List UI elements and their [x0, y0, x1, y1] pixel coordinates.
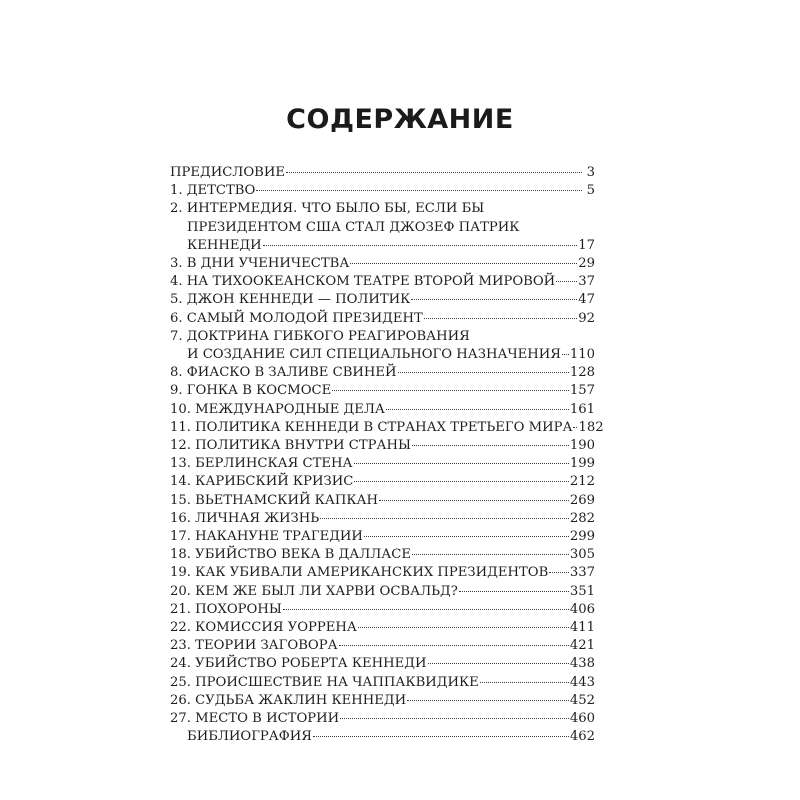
- dot-leader: [411, 299, 577, 300]
- dot-leader: [412, 554, 569, 555]
- toc-entry-title: 21. ПОХОРОНЫ: [170, 601, 282, 617]
- toc-entry-line: [170, 619, 595, 637]
- toc-entry: [170, 583, 595, 601]
- toc-entry-line: [170, 237, 595, 255]
- dot-leader: [386, 409, 569, 410]
- toc-entry-line: [170, 328, 595, 346]
- dot-leader: [459, 591, 569, 592]
- toc-entry: [170, 492, 595, 510]
- dot-leader: [354, 463, 569, 464]
- dot-leader: [428, 663, 569, 664]
- toc-entry: [170, 710, 595, 728]
- toc-entry: [170, 419, 604, 437]
- toc-entry-line: [170, 200, 595, 218]
- toc-entry-title: 4. НА ТИХООКЕАНСКОМ ТЕАТРЕ ВТОРОЙ МИРОВОЙ: [170, 274, 556, 290]
- dot-leader: [556, 281, 577, 282]
- dot-leader: [358, 627, 569, 628]
- dot-leader: [573, 427, 577, 428]
- toc-page-number: 452: [569, 692, 595, 708]
- toc-entry-line: [170, 710, 595, 728]
- dot-leader: [350, 263, 577, 264]
- toc-entry: [170, 528, 595, 546]
- dot-leader: [339, 645, 569, 646]
- dot-leader: [283, 609, 569, 610]
- toc-entry-title: 3. В ДНИ УЧЕНИЧЕСТВА: [170, 256, 350, 272]
- toc-entry: [170, 473, 595, 491]
- dot-leader: [424, 318, 577, 319]
- toc-page-number: 337: [569, 565, 595, 581]
- dot-leader: [332, 390, 569, 391]
- toc-entry-title: 5. ДЖОН КЕННЕДИ — ПОЛИТИК: [170, 292, 411, 308]
- toc-entry-title: 20. КЕМ ЖЕ БЫЛ ЛИ ХАРВИ ОСВАЛЬД?: [170, 583, 458, 599]
- toc-entry-title: 26. СУДЬБА ЖАКЛИН КЕННЕДИ: [170, 692, 407, 708]
- toc-page-number: 421: [569, 638, 595, 654]
- toc-entry-title: 1. ДЕТСТВО: [170, 183, 256, 199]
- toc-entry-line: [170, 346, 595, 364]
- toc-entry-line: [170, 692, 595, 710]
- toc-entry-line: [170, 291, 595, 309]
- toc-entry-line: [170, 601, 595, 619]
- toc-entry: [170, 437, 595, 455]
- toc-page-number: 462: [569, 729, 595, 745]
- toc-entry-line: [170, 310, 595, 328]
- toc-entry-title: 19. КАК УБИВАЛИ АМЕРИКАНСКИХ ПРЕЗИДЕНТОВ: [170, 565, 549, 581]
- toc-entry: [170, 601, 595, 619]
- toc-page-number: 92: [578, 310, 595, 326]
- toc-entry: [170, 619, 595, 637]
- toc-entry-title: 27. МЕСТО В ИСТОРИИ: [170, 711, 340, 727]
- page-title: СОДЕРЖАНИЕ: [286, 104, 514, 135]
- toc-entry-line: [170, 182, 595, 200]
- toc-entry: [170, 364, 595, 382]
- toc-page-number: 460: [569, 711, 595, 727]
- dot-leader: [379, 500, 569, 501]
- toc-page-number: 161: [569, 401, 595, 417]
- dot-leader: [256, 190, 582, 191]
- toc-entry: [170, 382, 595, 400]
- toc-page-number: 282: [569, 510, 595, 526]
- toc-page-number: 128: [569, 365, 595, 381]
- toc-entry-line: [170, 164, 595, 182]
- toc-entry: [170, 510, 595, 528]
- toc-entry-line: [170, 528, 595, 546]
- dot-leader: [562, 354, 569, 355]
- toc-entry: [170, 674, 595, 692]
- toc-entry-line: [170, 419, 604, 437]
- toc-entry-title: 18. УБИЙСТВО ВЕКА В ДАЛЛАСЕ: [170, 547, 411, 563]
- dot-leader: [398, 372, 569, 373]
- toc-entry-line: [170, 219, 595, 237]
- toc-page-number: 305: [569, 547, 595, 563]
- toc-entry-title: ПРЕЗИДЕНТОМ США СТАЛ ДЖОЗЕФ ПАТРИК: [187, 219, 520, 235]
- toc-entry-title: 9. ГОНКА В КОСМОСЕ: [170, 383, 332, 399]
- toc-page-number: 199: [569, 456, 595, 472]
- toc-page-number: 37: [578, 274, 595, 290]
- dot-leader: [480, 682, 569, 683]
- dot-leader: [263, 245, 578, 246]
- toc-entry-title: КЕННЕДИ: [187, 237, 262, 253]
- toc-page-number: 351: [569, 583, 595, 599]
- toc-entry-line: [170, 382, 595, 400]
- toc-entry-line: [170, 273, 595, 291]
- toc-entry-title: 16. ЛИЧНАЯ ЖИЗНЬ: [170, 510, 320, 526]
- toc-entry-title: 23. ТЕОРИИ ЗАГОВОРА: [170, 638, 338, 654]
- toc-page-number: 269: [569, 492, 595, 508]
- toc-entry: [170, 182, 595, 200]
- toc-entry-line: [170, 674, 595, 692]
- toc-page-number: 190: [569, 438, 595, 454]
- toc-entry-title: 12. ПОЛИТИКА ВНУТРИ СТРАНЫ: [170, 438, 411, 454]
- toc-entry-line: [170, 364, 595, 382]
- toc-entry-line: [170, 473, 595, 491]
- toc-page-number: 110: [569, 347, 595, 363]
- toc-entry: [170, 255, 595, 273]
- toc-entry: [170, 655, 595, 673]
- toc-page-number: 17: [578, 237, 595, 253]
- toc-entry-line: [170, 546, 595, 564]
- table-of-contents: [170, 164, 604, 747]
- toc-page-number: 406: [569, 601, 595, 617]
- dot-leader: [549, 572, 569, 573]
- toc-entry: [170, 200, 595, 255]
- toc-entry-title: 13. БЕРЛИНСКАЯ СТЕНА: [170, 456, 353, 472]
- dot-leader: [313, 736, 569, 737]
- toc-entry: [170, 692, 595, 710]
- toc-entry-line: [170, 255, 595, 273]
- toc-entry-title: 2. ИНТЕРМЕДИЯ. ЧТО БЫЛО БЫ, ЕСЛИ БЫ: [170, 201, 485, 217]
- toc-page-number: 3: [586, 165, 595, 180]
- dot-leader: [320, 518, 569, 519]
- toc-entry: [170, 273, 595, 291]
- dot-leader: [364, 536, 569, 537]
- toc-entry-title: 14. КАРИБСКИЙ КРИЗИС: [170, 474, 354, 490]
- toc-entry-line: [170, 655, 595, 673]
- toc-entry-title: 11. ПОЛИТИКА КЕННЕДИ В СТРАНАХ ТРЕТЬЕГО МИРА: [170, 419, 573, 435]
- toc-entry-title: И СОЗДАНИЕ СИЛ СПЕЦИАЛЬНОГО НАЗНАЧЕНИЯ: [187, 347, 561, 363]
- toc-entry-line: [170, 401, 595, 419]
- toc-entry-title: 7. ДОКТРИНА ГИБКОГО РЕАГИРОВАНИЯ: [170, 328, 470, 344]
- toc-entry-line: [170, 455, 595, 473]
- toc-entry-title: 10. МЕЖДУНАРОДНЫЕ ДЕЛА: [170, 401, 385, 417]
- toc-page-number: 438: [569, 656, 595, 672]
- toc-entry: [170, 164, 595, 182]
- toc-entry-title: 24. УБИЙСТВО РОБЕРТА КЕННЕДИ: [170, 656, 427, 672]
- toc-entry-title: 15. ВЬЕТНАМСКИЙ КАПКАН: [170, 492, 379, 508]
- toc-page-number: 212: [569, 474, 595, 490]
- toc-entry-line: [170, 583, 595, 601]
- dot-leader: [340, 718, 569, 719]
- dot-leader: [354, 481, 569, 482]
- toc-page-number: 29: [578, 256, 595, 272]
- toc-page-number: 157: [569, 383, 595, 399]
- toc-entry-title: 17. НАКАНУНЕ ТРАГЕДИИ: [170, 529, 363, 545]
- toc-page-number: 299: [569, 529, 595, 545]
- toc-page-number: 5: [586, 183, 595, 199]
- toc-entry: [170, 546, 595, 564]
- toc-entry-title: 6. САМЫЙ МОЛОДОЙ ПРЕЗИДЕНТ: [170, 310, 423, 326]
- toc-entry: [170, 291, 595, 309]
- toc-entry: [170, 455, 595, 473]
- toc-entry-line: [170, 637, 595, 655]
- dot-leader: [412, 445, 569, 446]
- toc-page-number: 443: [569, 674, 595, 690]
- dot-leader: [407, 700, 569, 701]
- toc-entry-line: [170, 492, 595, 510]
- toc-entry-title: БИБЛИОГРАФИЯ: [187, 729, 312, 745]
- toc-entry: [170, 328, 595, 364]
- toc-entry-title: 8. ФИАСКО В ЗАЛИВЕ СВИНЕЙ: [170, 365, 397, 381]
- toc-entry-line: [170, 728, 595, 746]
- toc-entry: [170, 728, 595, 746]
- toc-entry-title: 25. ПРОИСШЕСТВИЕ НА ЧАППАКВИДИКЕ: [170, 674, 479, 690]
- toc-page-number: 182: [578, 419, 604, 435]
- toc-entry: [170, 564, 595, 582]
- toc-entry-line: [170, 437, 595, 455]
- toc-page-number: 47: [578, 292, 595, 308]
- dot-leader: [286, 172, 582, 173]
- toc-entry: [170, 310, 595, 328]
- toc-entry-line: [170, 564, 595, 582]
- toc-entry: [170, 637, 595, 655]
- toc-entry-title: 22. КОМИССИЯ УОРРЕНА: [170, 620, 357, 636]
- toc-entry-title: ПРЕДИСЛОВИЕ: [170, 165, 285, 180]
- toc-entry-line: [170, 510, 595, 528]
- toc-page-number: 411: [569, 620, 595, 636]
- toc-entry: [170, 401, 595, 419]
